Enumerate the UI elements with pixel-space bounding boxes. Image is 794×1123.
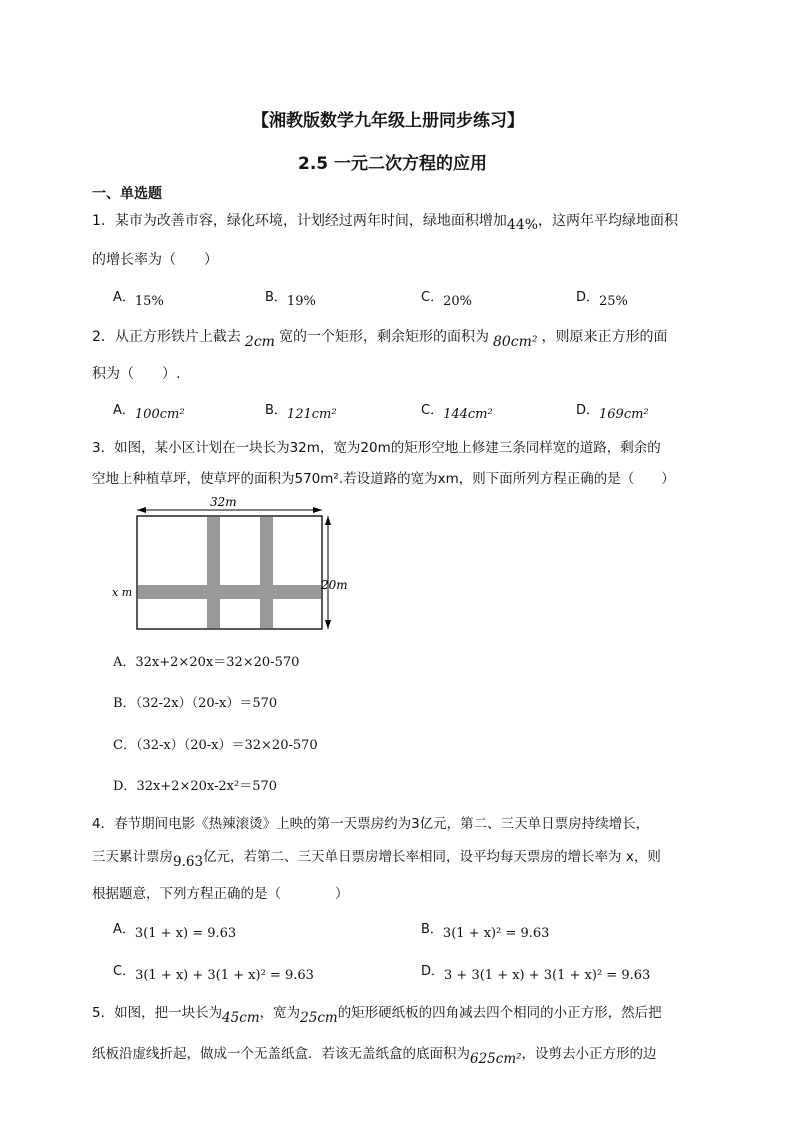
option-value: 32x+2×20x-2x²＝570 xyxy=(136,779,278,794)
option-label: A． xyxy=(113,922,135,937)
option-value: 121cm² xyxy=(286,407,337,422)
q2-math-width: 2cm xyxy=(244,334,275,350)
question-3-line-2: 空地上种植草坪，使草坪的面积为570m².若设道路的宽为xm，则下面所列方程正确的是（ ） xyxy=(92,471,675,487)
q2-option-a[interactable] xyxy=(113,399,185,422)
option-label: B． xyxy=(421,922,443,937)
option-value: 20% xyxy=(443,294,472,309)
option-label: D． xyxy=(113,779,137,794)
option-label: A． xyxy=(113,403,135,418)
document-title: 【湘教版数学九年级上册同步练习】 xyxy=(252,111,524,131)
option-value: 3(1 + x)² = 9.63 xyxy=(442,926,550,941)
option-value: 3(1 + x) = 9.63 xyxy=(134,926,237,941)
width-label: 20m xyxy=(321,578,348,592)
vertical-road-left xyxy=(207,517,220,628)
q4-option-c[interactable] xyxy=(113,960,314,983)
q5-text-mid: ，宽为 xyxy=(259,1005,301,1021)
option-value: 32x+2×20x＝32×20-570 xyxy=(135,655,300,670)
section-heading: 一、单选题 xyxy=(92,186,162,202)
q2-option-c[interactable] xyxy=(421,399,493,422)
q2-text: 2．从正方形铁片上截去 xyxy=(92,329,241,345)
option-label: D． xyxy=(576,403,600,418)
q1-option-d[interactable] xyxy=(576,286,628,309)
q3-option-b[interactable] xyxy=(113,692,277,711)
vertical-road-right xyxy=(260,517,273,628)
option-label: C． xyxy=(421,290,444,305)
q2-text-end: ，则原来正方形的面 xyxy=(541,329,668,345)
q1-text-end: ，这两年平均绿地面积 xyxy=(538,213,679,229)
q1-math: 44% xyxy=(506,217,539,233)
q2-math-area: 80cm² xyxy=(492,334,538,350)
option-value: （32-x）（20-x）＝32×20-570 xyxy=(135,738,318,753)
option-label: B． xyxy=(113,696,136,711)
road-width-label: x m xyxy=(112,586,133,599)
option-value: 144cm² xyxy=(443,407,493,422)
option-value: （32-2x）（20-x）＝570 xyxy=(135,696,278,711)
option-label: A． xyxy=(113,655,136,670)
q5-text-2: 纸板沿虚线折起，做成一个无盖纸盒．若该无盖纸盒的底面积为 xyxy=(92,1046,470,1062)
q1-option-b[interactable] xyxy=(265,286,316,309)
option-value: 3(1 + x) + 3(1 + x)² = 9.63 xyxy=(135,968,314,983)
option-label: B． xyxy=(265,403,287,418)
q2-text-mid: 宽的一个矩形，剩余矩形的面积为 xyxy=(278,329,489,345)
q4-math: 9.63 xyxy=(173,854,204,870)
question-3-line-1: 3．如图，某小区计划在一块长为32m，宽为20m的矩形空地上修建三条同样宽的道路，剩余的 xyxy=(92,440,661,456)
q4-text-end: 亿元，若第二、三天单日票房增长率相同，设平均每天票房的增长率为 x，则 xyxy=(203,849,661,865)
option-label: D． xyxy=(576,290,600,305)
question-4-line-3: 根据题意，下列方程正确的是（ ） xyxy=(92,886,349,902)
q1-text: 1．某市为改善市容，绿化环境，计划经过两年时间，绿地面积增加 xyxy=(92,213,507,229)
option-label: D． xyxy=(421,964,445,979)
q5-text-2-end: ，设剪去小正方形的边 xyxy=(521,1046,657,1062)
question-4-line-1: 4．春节期间电影《热辣滚烫》上映的第一天票房约为3亿元，第二、三天单日票房持续增长， xyxy=(92,816,650,832)
q4-text: 三天累计票房 xyxy=(92,849,173,865)
q4-option-d[interactable] xyxy=(421,960,651,983)
option-value: 3 + 3(1 + x) + 3(1 + x)² = 9.63 xyxy=(444,968,651,983)
question-1-line-2: 的增长率为（ ） xyxy=(92,252,218,268)
road-layout-figure xyxy=(110,492,350,632)
q4-option-b[interactable] xyxy=(421,918,550,941)
option-value: 25% xyxy=(599,294,628,309)
length-label: 32m xyxy=(210,495,237,509)
question-5-line-1 xyxy=(92,1001,662,1026)
option-label: C． xyxy=(421,403,444,418)
option-value: 169cm² xyxy=(599,407,649,422)
question-5-line-2 xyxy=(92,1042,657,1067)
option-label: C． xyxy=(113,738,136,753)
q5-math-length: 45cm xyxy=(222,1010,260,1026)
q3-option-c[interactable] xyxy=(113,734,318,753)
q5-text-end: 的矩形硬纸板的四角减去四个相同的小正方形，然后把 xyxy=(337,1005,662,1021)
q5-text: 5．如图，把一块长为 xyxy=(92,1005,223,1021)
question-1-line-1 xyxy=(92,210,679,233)
option-value: 100cm² xyxy=(134,407,185,422)
question-2-line-1 xyxy=(92,326,668,350)
q1-option-c[interactable] xyxy=(421,286,472,309)
question-2-line-2: 积为（ ）. xyxy=(92,366,181,382)
q1-option-a[interactable] xyxy=(113,286,164,309)
option-label: C． xyxy=(113,964,136,979)
option-value: 15% xyxy=(134,294,164,309)
q4-option-a[interactable] xyxy=(113,918,237,941)
q2-option-b[interactable] xyxy=(265,399,337,422)
horizontal-road xyxy=(138,585,321,599)
q5-math-area: 625cm² xyxy=(470,1051,522,1067)
q3-option-a[interactable] xyxy=(113,651,299,670)
option-label: A． xyxy=(113,290,135,305)
q2-option-d[interactable] xyxy=(576,399,649,422)
q5-math-width: 25cm xyxy=(300,1010,338,1026)
option-value: 19% xyxy=(286,294,316,309)
document-subtitle: 2.5 一元二次方程的应用 xyxy=(298,154,488,174)
q3-option-d[interactable] xyxy=(113,775,277,794)
question-4-line-2 xyxy=(92,845,661,870)
option-label: B． xyxy=(265,290,287,305)
